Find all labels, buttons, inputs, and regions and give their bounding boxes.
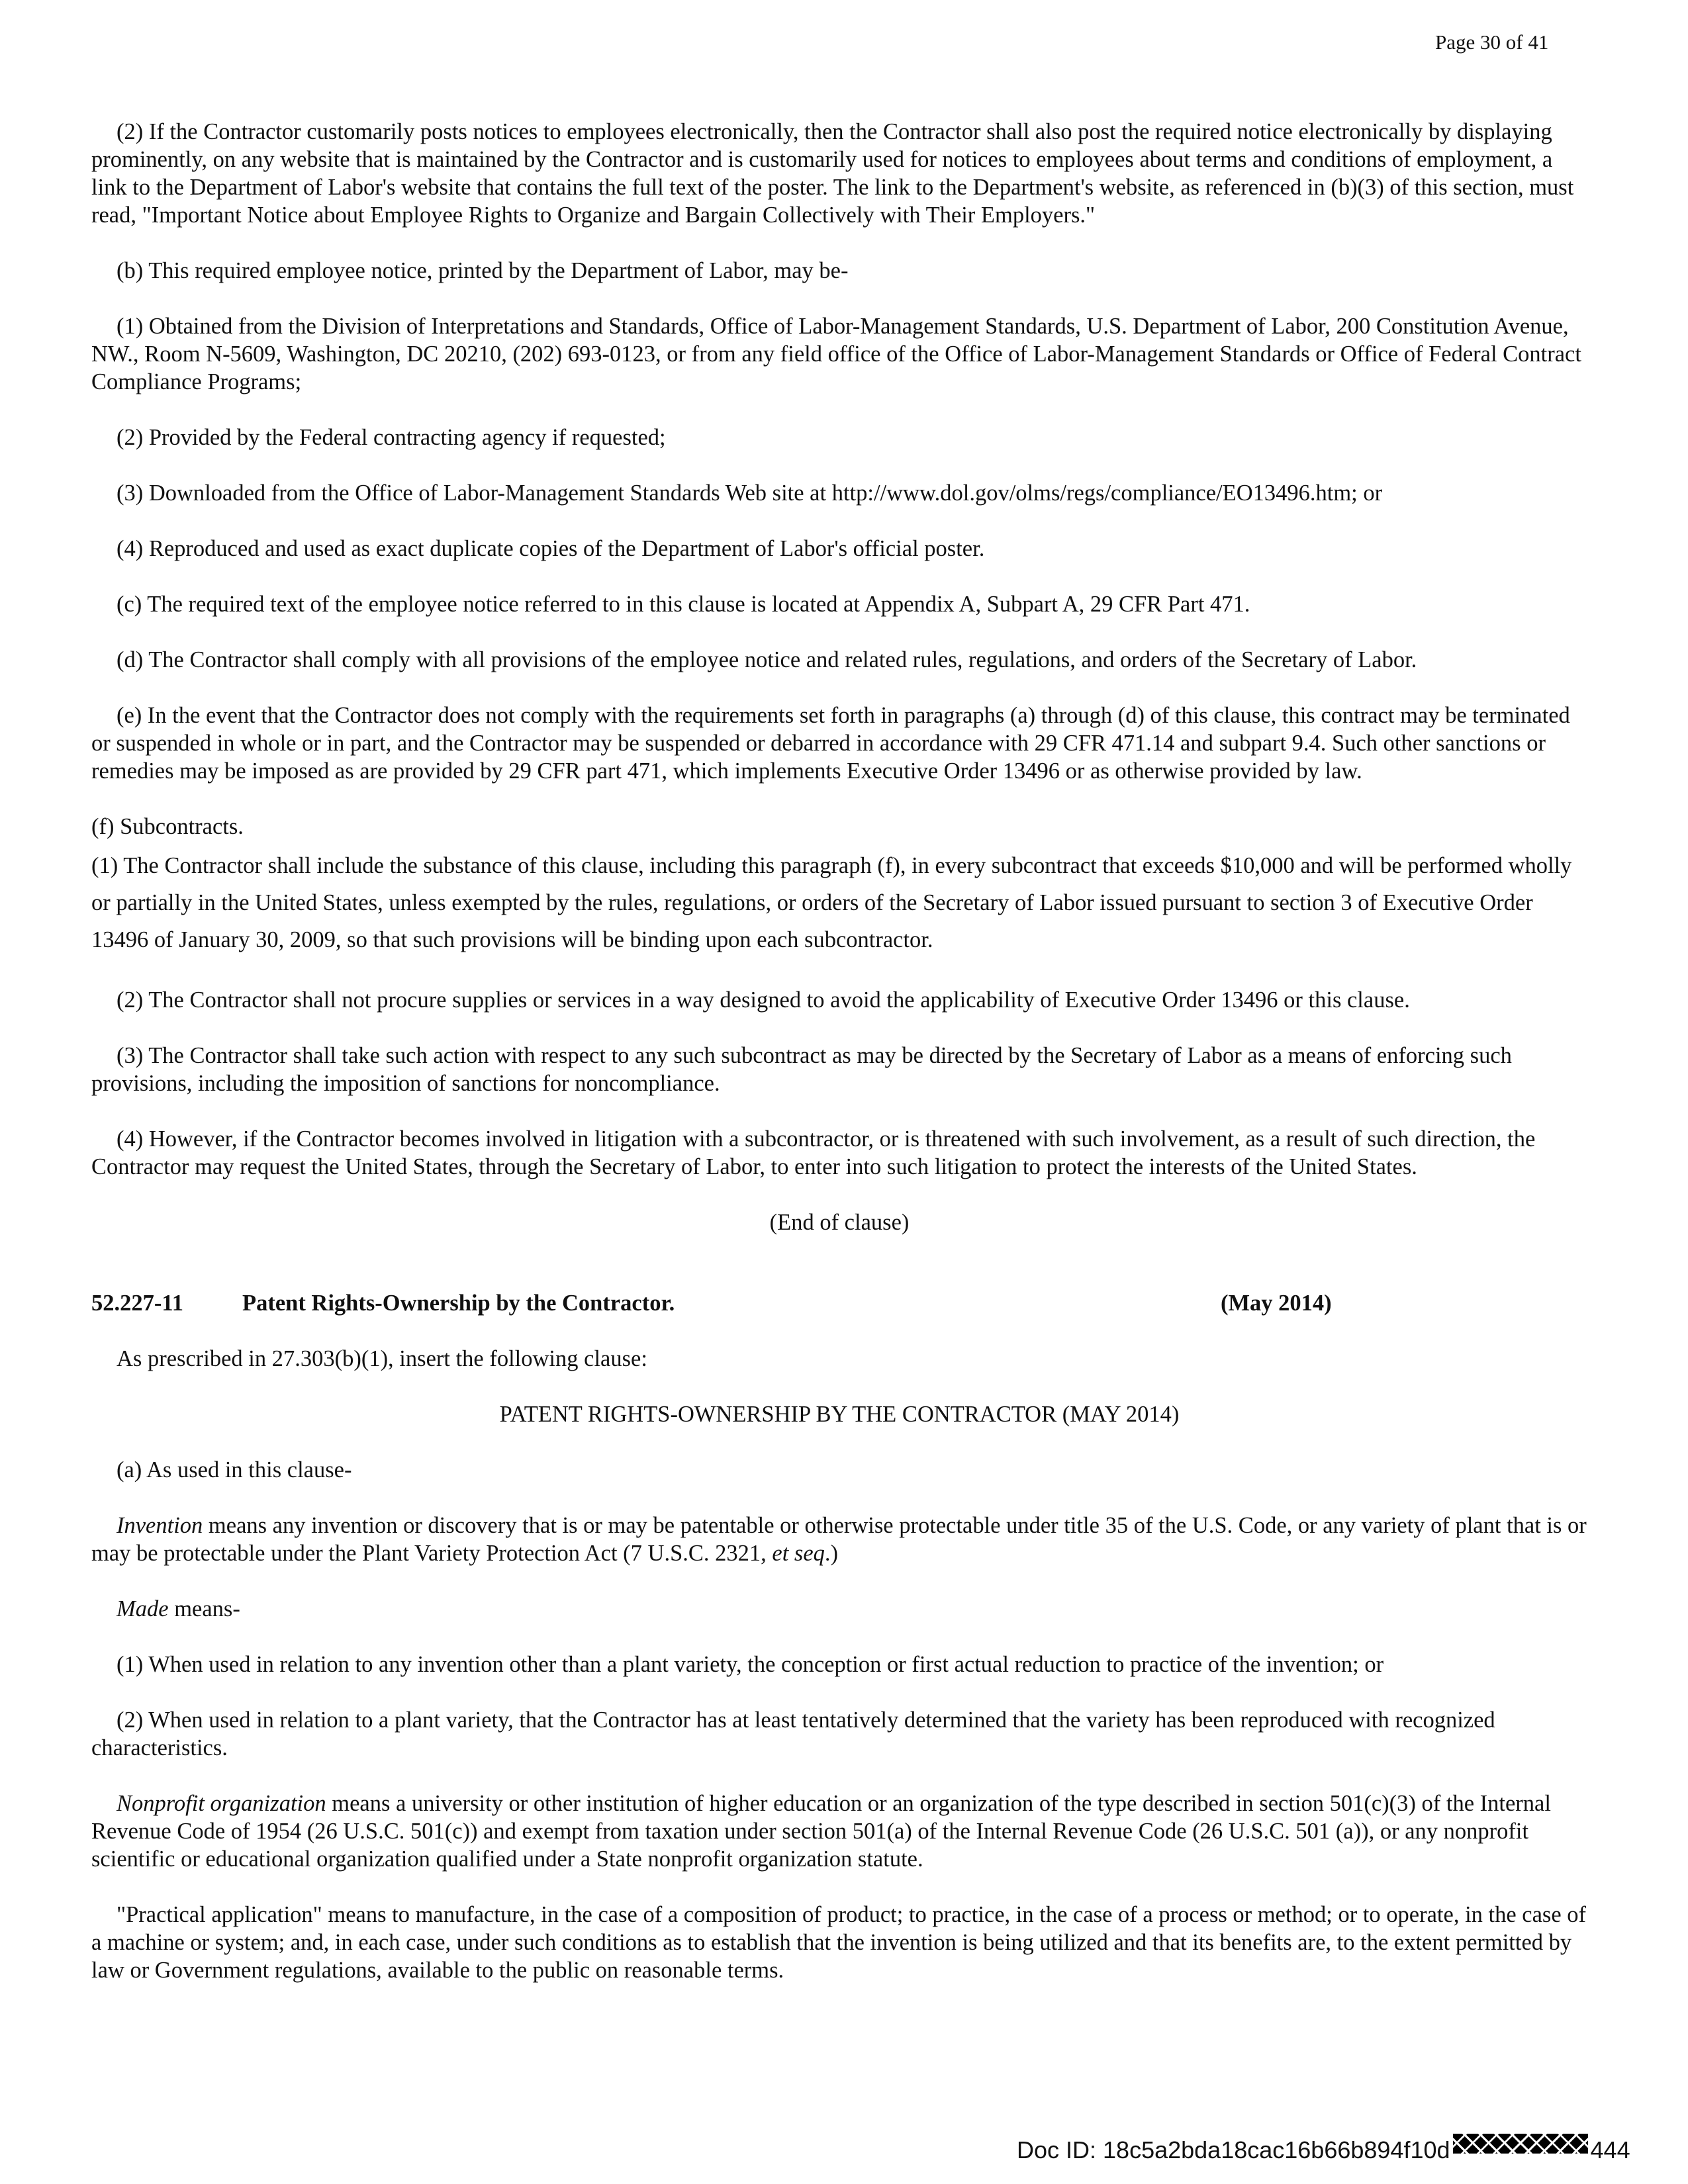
clause-centered-title: PATENT RIGHTS-OWNERSHIP BY THE CONTRACTOR (MAY 2014) bbox=[499, 1402, 1180, 1427]
end-of-clause: (End of clause) bbox=[769, 1210, 910, 1235]
paragraph-b1: (1) Obtained from the Division of Interpretations and Standards, Office of Labor-Management Standards, U.S. Department of Labor, 200 Constitution Avenue, NW., Room N-5609, Washington, DC 20210, (202) 693-0123, or from any field office of the Office of Labor-Management Standards or Office of Federal Contract Compliance Programs; bbox=[91, 314, 1581, 394]
nonprofit-definition: means a university or other institution of higher education or an organization of the type described in section 501(c)(3) of the Internal Revenue Code of 1954 (26 U.S.C. 501(c)) and exempt from taxation under section 501(a) of the Internal Revenue Code (26 U.S.C. 501 (a)), or any nonprofit scientific or educational organization qualified under a State nonprofit organization statute. bbox=[91, 1791, 1551, 1872]
clause-heading bbox=[91, 1289, 1587, 1317]
redaction-mark bbox=[1453, 2134, 1588, 2154]
paragraph-b3: (3) Downloaded from the Office of Labor-Management Standards Web site at http://www.dol.gov/olms/regs/compliance/EO13496.htm; or bbox=[117, 480, 1383, 506]
invention-definition-2: .) bbox=[824, 1541, 839, 1566]
made-item-2: (2) When used in relation to a plant variety, that the Contractor has at least tentatively determined that the variety has been reproduced with recognized characteristics. bbox=[91, 1707, 1495, 1760]
paragraph-b4: (4) Reproduced and used as exact duplicate copies of the Department of Labor's official poster. bbox=[117, 536, 985, 561]
clause-date: (May 2014) bbox=[1221, 1291, 1332, 1316]
paragraph-b: (b) This required employee notice, printed by the Department of Labor, may be- bbox=[117, 258, 849, 283]
term-made: Made bbox=[117, 1596, 169, 1621]
paragraph-clause-a: (a) As used in this clause- bbox=[117, 1457, 352, 1482]
definition-practical-application: "Practical application" means to manufacture, in the case of a composition of product; to practice, in the case of a process or method; or to operate, in the case of a machine or system; and, in each case, under such conditions as to establish that the invention is being utilized and that its benefits are, to the extent permitted by law or Government regulations, available to the public on reasonable terms. bbox=[91, 1902, 1587, 1983]
definition-invention bbox=[91, 1512, 1587, 1567]
paragraph-f2: (2) The Contractor shall not procure supplies or services in a way designed to avoid the applicability of Executive Order 13496 or this clause. bbox=[117, 987, 1410, 1013]
doc-id: Doc ID: 18c5a2bda18cac16b66b894f10d bbox=[1017, 2136, 1450, 2163]
doc-id-footer bbox=[1017, 2136, 1630, 2164]
term-nonprofit: Nonprofit organization bbox=[117, 1791, 326, 1816]
document-body bbox=[91, 118, 1587, 2012]
prescribed-paragraph: As prescribed in 27.303(b)(1), insert the following clause: bbox=[117, 1346, 647, 1371]
clause-number: 52.227-11 bbox=[91, 1291, 183, 1316]
clause-title: Patent Rights-Ownership by the Contractor. bbox=[242, 1291, 675, 1316]
paragraph-e: (e) In the event that the Contractor does not comply with the requirements set forth in paragraphs (a) through (d) of this clause, this contract may be terminated or suspended in whole or in part, and the Contractor may be suspended or debarred in accordance with 29 CFR 471.14 and subpart 9.4. Such other sanctions or remedies may be imposed as are provided by 29 CFR part 471, which implements Executive Order 13496 or as otherwise provided by law. bbox=[91, 703, 1570, 784]
paragraph-f4: (4) However, if the Contractor becomes involved in litigation with a subcontractor, or is threatened with such involvement, as a result of such direction, the Contractor may request the United States, through the Secretary of Labor, to enter into such litigation to protect the interests of the United States. bbox=[91, 1126, 1536, 1179]
term-invention: Invention bbox=[117, 1513, 203, 1538]
paragraph-a2: (2) If the Contractor customarily posts notices to employees electronically, then the Contractor shall also post the required notice electronically by displaying prominently, on any website that is maintained by the Contractor and is customarily used for notices to employees about terms and conditions of employment, a link to the Department of Labor's website that contains the full text of the poster. The link to the Department's website, as referenced in (b)(3) of this section, must read, "Important Notice about Employee Rights to Organize and Bargain Collectively with Their Employers." bbox=[91, 119, 1574, 228]
paragraph-f3: (3) The Contractor shall take such action with respect to any such subcontract as may be directed by the Secretary of Labor as a means of enforcing such provisions, including the imposition of sanctions for noncompliance. bbox=[91, 1043, 1512, 1096]
page-number: Page 30 of 41 bbox=[1435, 30, 1549, 54]
definition-made bbox=[91, 1595, 1587, 1623]
paragraph-d: (d) The Contractor shall comply with all provisions of the employee notice and related rules, regulations, and orders of the Secretary of Labor. bbox=[117, 647, 1417, 672]
definition-nonprofit bbox=[91, 1790, 1587, 1873]
invention-definition-1: means any invention or discovery that is or may be patentable or otherwise protectable under title 35 of the U.S. Code, or any variety of plant that is or may be protectable under the Plant Variety Protection Act (7 U.S.C. 2321, bbox=[91, 1513, 1587, 1566]
made-item-1: (1) When used in relation to any invention other than a plant variety, the conception or first actual reduction to practice of the invention; or bbox=[117, 1652, 1384, 1677]
et-seq: et seq bbox=[772, 1541, 825, 1566]
paragraph-c: (c) The required text of the employee notice referred to in this clause is located at Appendix A, Subpart A, 29 CFR Part 471. bbox=[117, 592, 1250, 617]
paragraph-f: (f) Subcontracts. bbox=[91, 814, 244, 839]
paragraph-f1: (1) The Contractor shall include the substance of this clause, including this paragraph (f), in every subcontract that exceeds $10,000 and will be performed wholly or partially in the United States, unless exempted by the rules, regulations, or orders of the Secretary of Labor issued pursuant to section 3 of Executive Order 13496 of January 30, 2009, so that such provisions will be binding upon each subcontractor. bbox=[91, 853, 1572, 952]
doc-id-suffix: 444 bbox=[1590, 2136, 1630, 2163]
made-definition: means- bbox=[168, 1596, 240, 1621]
paragraph-b2: (2) Provided by the Federal contracting agency if requested; bbox=[117, 425, 666, 450]
